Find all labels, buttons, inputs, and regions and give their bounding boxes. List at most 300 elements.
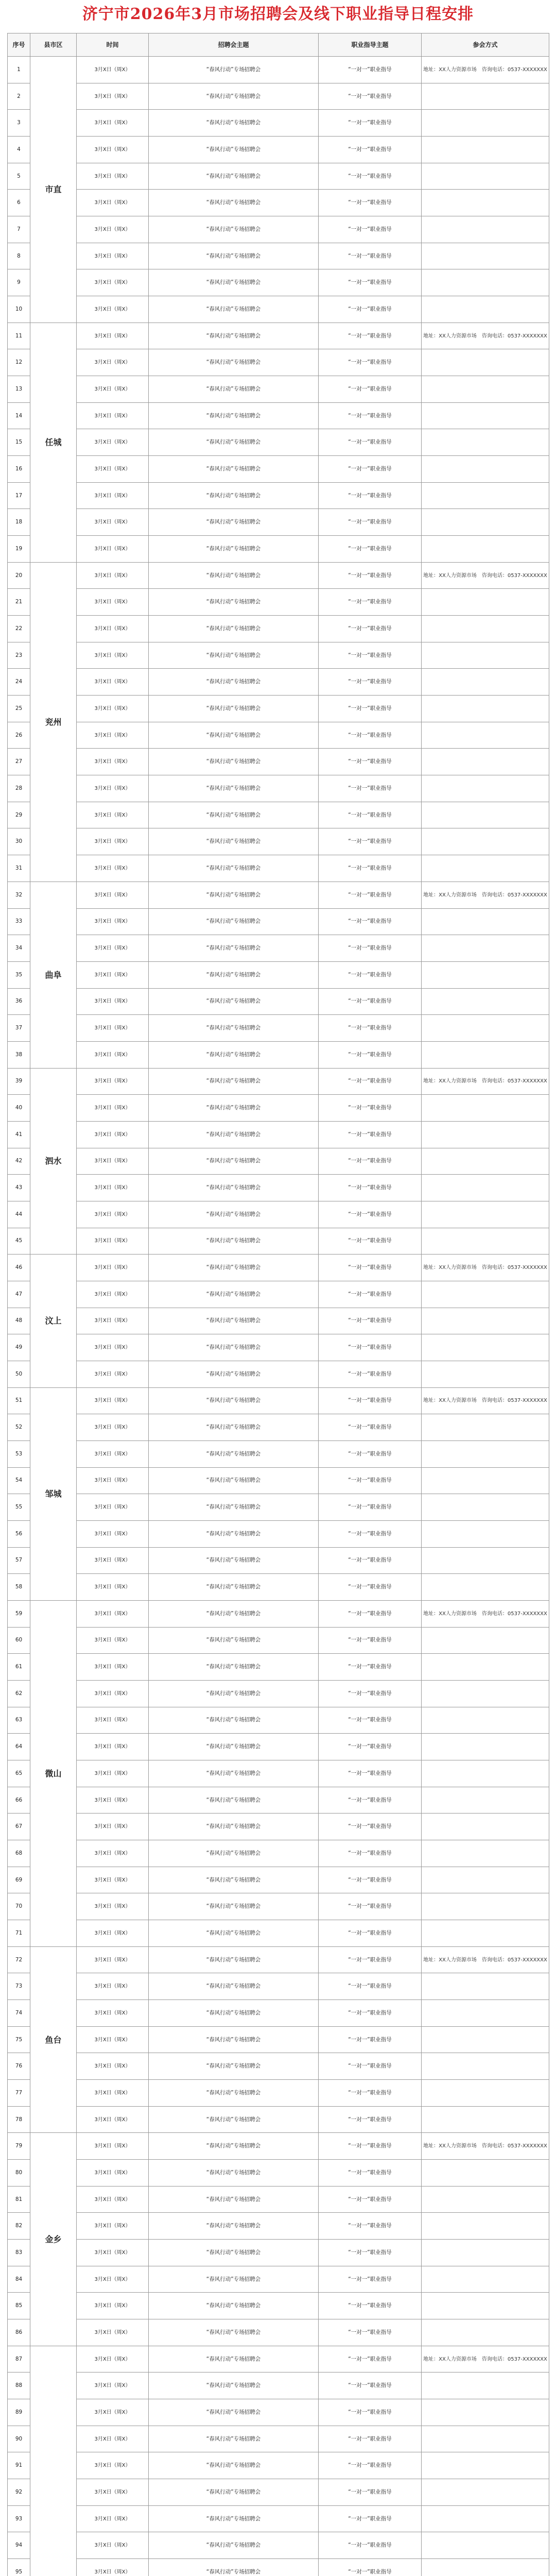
row-index: 79 xyxy=(8,2133,30,2160)
date-cell: 3月X日（周X） xyxy=(77,1228,149,1255)
date-cell: 3月X日（周X） xyxy=(77,1041,149,1068)
attendance-cell xyxy=(422,163,549,190)
guidance-theme-cell: “一对一”职业指导 xyxy=(319,323,422,349)
fair-theme-cell: “春风行动”专场招聘会 xyxy=(149,2452,319,2479)
attendance-cell xyxy=(422,1574,549,1601)
row-index: 44 xyxy=(8,1201,30,1228)
date-cell: 3月X日（周X） xyxy=(77,1255,149,1281)
date-cell: 3月X日（周X） xyxy=(77,696,149,722)
row-index: 68 xyxy=(8,1840,30,1867)
table-row xyxy=(8,1255,549,1281)
date-cell: 3月X日（周X） xyxy=(77,1494,149,1521)
table-row xyxy=(8,323,549,349)
guidance-theme-cell: “一对一”职业指导 xyxy=(319,1574,422,1601)
fair-theme-cell: “春风行动”专场招聘会 xyxy=(149,669,319,696)
guidance-theme-cell: “一对一”职业指导 xyxy=(319,1255,422,1281)
guidance-theme-cell: “一对一”职业指导 xyxy=(319,1308,422,1334)
fair-theme-cell: “春风行动”专场招聘会 xyxy=(149,137,319,163)
attendance-cell xyxy=(422,1467,549,1494)
guidance-theme-cell: “一对一”职业指导 xyxy=(319,190,422,216)
attendance-cell xyxy=(422,2000,549,2027)
row-index: 40 xyxy=(8,1095,30,1122)
date-cell: 3月X日（周X） xyxy=(77,828,149,855)
attendance-cell xyxy=(422,1814,549,1840)
row-index: 1 xyxy=(8,57,30,83)
date-cell: 3月X日（周X） xyxy=(77,1387,149,1414)
row-index: 90 xyxy=(8,2426,30,2452)
date-cell: 3月X日（周X） xyxy=(77,882,149,908)
attendance-cell xyxy=(422,2026,549,2053)
row-index: 60 xyxy=(8,1627,30,1654)
guidance-theme-cell: “一对一”职业指导 xyxy=(319,1387,422,1414)
guidance-theme-cell: “一对一”职业指导 xyxy=(319,1707,422,1734)
table-row xyxy=(8,1175,549,1201)
attendance-cell xyxy=(422,402,549,429)
fair-theme-cell: “春风行动”专场招聘会 xyxy=(149,216,319,243)
table-row xyxy=(8,2160,549,2187)
table-row xyxy=(8,1680,549,1707)
attendance-cell xyxy=(422,137,549,163)
attendance-cell xyxy=(422,722,549,749)
table-row xyxy=(8,57,549,83)
guidance-theme-cell: “一对一”职业指导 xyxy=(319,2559,422,2576)
guidance-theme-cell: “一对一”职业指导 xyxy=(319,882,422,908)
fair-theme-cell: “春风行动”专场招聘会 xyxy=(149,1627,319,1654)
attendance-cell xyxy=(422,749,549,775)
guidance-theme-cell: “一对一”职业指导 xyxy=(319,1015,422,1042)
date-cell: 3月X日（周X） xyxy=(77,482,149,509)
date-cell: 3月X日（周X） xyxy=(77,1787,149,1814)
date-cell: 3月X日（周X） xyxy=(77,2133,149,2160)
attendance-cell xyxy=(422,509,549,536)
fair-theme-cell: “春风行动”专场招聘会 xyxy=(149,1654,319,1681)
attendance-cell xyxy=(422,83,549,110)
fair-theme-cell: “春风行动”专场招聘会 xyxy=(149,2053,319,2080)
guidance-theme-cell: “一对一”职业指导 xyxy=(319,1361,422,1387)
row-index: 92 xyxy=(8,2479,30,2506)
row-index: 36 xyxy=(8,988,30,1015)
date-cell: 3月X日（周X） xyxy=(77,2346,149,2372)
row-index: 33 xyxy=(8,908,30,935)
table-row xyxy=(8,110,549,137)
guidance-theme-cell: “一对一”职业指导 xyxy=(319,1760,422,1787)
header-guidance-theme: 职业指导主题 xyxy=(319,33,422,57)
fair-theme-cell: “春风行动”专场招聘会 xyxy=(149,2160,319,2187)
attendance-cell xyxy=(422,1680,549,1707)
guidance-theme-cell: “一对一”职业指导 xyxy=(319,2452,422,2479)
fair-theme-cell: “春风行动”专场招聘会 xyxy=(149,2186,319,2213)
guidance-theme-cell: “一对一”职业指导 xyxy=(319,2266,422,2293)
row-index: 42 xyxy=(8,1148,30,1175)
attendance-cell xyxy=(422,1920,549,1947)
attendance-cell xyxy=(422,1654,549,1681)
table-row xyxy=(8,243,549,269)
fair-theme-cell: “春风行动”专场招聘会 xyxy=(149,1148,319,1175)
guidance-theme-cell: “一对一”职业指导 xyxy=(319,137,422,163)
guidance-theme-cell: “一对一”职业指导 xyxy=(319,2186,422,2213)
county-cell: 金乡 xyxy=(30,2133,77,2346)
attendance-cell xyxy=(422,855,549,882)
row-index: 56 xyxy=(8,1520,30,1547)
fair-theme-cell: “春风行动”专场招聘会 xyxy=(149,2000,319,2027)
table-row xyxy=(8,802,549,828)
guidance-theme-cell: “一对一”职业指导 xyxy=(319,296,422,323)
attendance-cell xyxy=(422,1308,549,1334)
table-row xyxy=(8,1068,549,1095)
date-cell: 3月X日（周X） xyxy=(77,402,149,429)
row-index: 62 xyxy=(8,1680,30,1707)
table-row xyxy=(8,1440,549,1467)
fair-theme-cell: “春风行动”专场招聘会 xyxy=(149,1973,319,2000)
row-index: 87 xyxy=(8,2346,30,2372)
guidance-theme-cell: “一对一”职业指导 xyxy=(319,536,422,563)
row-index: 8 xyxy=(8,243,30,269)
guidance-theme-cell: “一对一”职业指导 xyxy=(319,1920,422,1947)
date-cell: 3月X日（周X） xyxy=(77,1920,149,1947)
table-row xyxy=(8,2080,549,2107)
table-row xyxy=(8,269,549,296)
county-cell: 曲阜 xyxy=(30,882,77,1068)
table-row xyxy=(8,1840,549,1867)
row-index: 38 xyxy=(8,1041,30,1068)
fair-theme-cell: “春风行动”专场招聘会 xyxy=(149,456,319,483)
header-fair-theme: 招聘会主题 xyxy=(149,33,319,57)
fair-theme-cell: “春风行动”专场招聘会 xyxy=(149,509,319,536)
date-cell: 3月X日（周X） xyxy=(77,562,149,589)
guidance-theme-cell: “一对一”职业指导 xyxy=(319,1840,422,1867)
attendance-cell xyxy=(422,616,549,642)
fair-theme-cell: “春风行动”专场招聘会 xyxy=(149,1015,319,1042)
guidance-theme-cell: “一对一”职业指导 xyxy=(319,616,422,642)
attendance-cell xyxy=(422,2293,549,2319)
date-cell: 3月X日（周X） xyxy=(77,2479,149,2506)
attendance-cell xyxy=(422,296,549,323)
table-row xyxy=(8,2186,549,2213)
fair-theme-cell: “春风行动”专场招聘会 xyxy=(149,1734,319,1760)
table-row xyxy=(8,1946,549,1973)
guidance-theme-cell: “一对一”职业指导 xyxy=(319,482,422,509)
date-cell: 3月X日（周X） xyxy=(77,2026,149,2053)
table-row xyxy=(8,775,549,802)
guidance-theme-cell: “一对一”职业指导 xyxy=(319,2000,422,2027)
table-row xyxy=(8,2559,549,2576)
date-cell: 3月X日（周X） xyxy=(77,243,149,269)
table-row xyxy=(8,828,549,855)
guidance-theme-cell: “一对一”职业指导 xyxy=(319,1654,422,1681)
attendance-cell xyxy=(422,2106,549,2133)
attendance-cell xyxy=(422,269,549,296)
date-cell: 3月X日（周X） xyxy=(77,802,149,828)
fair-theme-cell: “春风行动”专场招聘会 xyxy=(149,1494,319,1521)
table-row xyxy=(8,1574,549,1601)
fair-theme-cell: “春风行动”专场招聘会 xyxy=(149,1760,319,1787)
date-cell: 3月X日（周X） xyxy=(77,1734,149,1760)
fair-theme-cell: “春风行动”专场招聘会 xyxy=(149,749,319,775)
attendance-cell xyxy=(422,349,549,376)
fair-theme-cell: “春风行动”专场招聘会 xyxy=(149,1680,319,1707)
guidance-theme-cell: “一对一”职业指导 xyxy=(319,908,422,935)
fair-theme-cell: “春风行动”专场招聘会 xyxy=(149,2240,319,2266)
date-cell: 3月X日（周X） xyxy=(77,1015,149,1042)
attendance-cell xyxy=(422,2053,549,2080)
date-cell: 3月X日（周X） xyxy=(77,1175,149,1201)
row-index: 37 xyxy=(8,1015,30,1042)
attendance-cell xyxy=(422,2213,549,2240)
row-index: 94 xyxy=(8,2532,30,2559)
guidance-theme-cell: “一对一”职业指导 xyxy=(319,2106,422,2133)
fair-theme-cell: “春风行动”专场招聘会 xyxy=(149,1175,319,1201)
row-index: 78 xyxy=(8,2106,30,2133)
date-cell: 3月X日（周X） xyxy=(77,642,149,669)
table-row xyxy=(8,1600,549,1627)
fair-theme-cell: “春风行动”专场招聘会 xyxy=(149,2319,319,2346)
date-cell: 3月X日（周X） xyxy=(77,775,149,802)
guidance-theme-cell: “一对一”职业指导 xyxy=(319,1095,422,1122)
row-index: 55 xyxy=(8,1494,30,1521)
table-row xyxy=(8,882,549,908)
fair-theme-cell: “春风行动”专场招聘会 xyxy=(149,775,319,802)
date-cell: 3月X日（周X） xyxy=(77,722,149,749)
fair-theme-cell: “春风行动”专场招聘会 xyxy=(149,110,319,137)
fair-theme-cell: “春风行动”专场招聘会 xyxy=(149,296,319,323)
date-cell: 3月X日（周X） xyxy=(77,2399,149,2426)
fair-theme-cell: “春风行动”专场招聘会 xyxy=(149,2133,319,2160)
attendance-cell xyxy=(422,429,549,456)
date-cell: 3月X日（周X） xyxy=(77,1467,149,1494)
date-cell: 3月X日（周X） xyxy=(77,749,149,775)
date-cell: 3月X日（周X） xyxy=(77,1281,149,1308)
row-index: 73 xyxy=(8,1973,30,2000)
table-row xyxy=(8,1334,549,1361)
attendance-cell xyxy=(422,669,549,696)
fair-theme-cell: “春风行动”专场招聘会 xyxy=(149,1946,319,1973)
table-row xyxy=(8,2293,549,2319)
row-index: 50 xyxy=(8,1361,30,1387)
fair-theme-cell: “春风行动”专场招聘会 xyxy=(149,2479,319,2506)
date-cell: 3月X日（周X） xyxy=(77,908,149,935)
guidance-theme-cell: “一对一”职业指导 xyxy=(319,1121,422,1148)
fair-theme-cell: “春风行动”专场招聘会 xyxy=(149,2026,319,2053)
row-index: 32 xyxy=(8,882,30,908)
table-row xyxy=(8,722,549,749)
fair-theme-cell: “春风行动”专场招聘会 xyxy=(149,616,319,642)
row-index: 82 xyxy=(8,2213,30,2240)
row-index: 14 xyxy=(8,402,30,429)
row-index: 47 xyxy=(8,1281,30,1308)
fair-theme-cell: “春风行动”专场招聘会 xyxy=(149,696,319,722)
fair-theme-cell: “春风行动”专场招聘会 xyxy=(149,882,319,908)
row-index: 61 xyxy=(8,1654,30,1681)
date-cell: 3月X日（周X） xyxy=(77,2106,149,2133)
table-row xyxy=(8,2452,549,2479)
date-cell: 3月X日（周X） xyxy=(77,2213,149,2240)
date-cell: 3月X日（周X） xyxy=(77,509,149,536)
row-index: 51 xyxy=(8,1387,30,1414)
guidance-theme-cell: “一对一”职业指导 xyxy=(319,669,422,696)
guidance-theme-cell: “一对一”职业指导 xyxy=(319,642,422,669)
date-cell: 3月X日（周X） xyxy=(77,1760,149,1787)
row-index: 86 xyxy=(8,2319,30,2346)
guidance-theme-cell: “一对一”职业指导 xyxy=(319,1734,422,1760)
row-index: 58 xyxy=(8,1574,30,1601)
guidance-theme-cell: “一对一”职业指导 xyxy=(319,1467,422,1494)
date-cell: 3月X日（周X） xyxy=(77,536,149,563)
fair-theme-cell: “春风行动”专场招聘会 xyxy=(149,1707,319,1734)
guidance-theme-cell: “一对一”职业指导 xyxy=(319,2026,422,2053)
fair-theme-cell: “春风行动”专场招聘会 xyxy=(149,163,319,190)
guidance-theme-cell: “一对一”职业指导 xyxy=(319,855,422,882)
guidance-theme-cell: “一对一”职业指导 xyxy=(319,110,422,137)
date-cell: 3月X日（周X） xyxy=(77,1308,149,1334)
fair-theme-cell: “春风行动”专场招聘会 xyxy=(149,828,319,855)
fair-theme-cell: “春风行动”专场招聘会 xyxy=(149,2346,319,2372)
attendance-cell xyxy=(422,110,549,137)
row-index: 22 xyxy=(8,616,30,642)
attendance-cell xyxy=(422,1760,549,1787)
attendance-cell xyxy=(422,1095,549,1122)
date-cell: 3月X日（周X） xyxy=(77,1520,149,1547)
table-row xyxy=(8,1654,549,1681)
row-index: 65 xyxy=(8,1760,30,1787)
row-index: 11 xyxy=(8,323,30,349)
fair-theme-cell: “春风行动”专场招聘会 xyxy=(149,1334,319,1361)
table-row xyxy=(8,2505,549,2532)
date-cell: 3月X日（周X） xyxy=(77,2266,149,2293)
attendance-cell xyxy=(422,1414,549,1441)
table-header-row xyxy=(8,33,549,57)
row-index: 26 xyxy=(8,722,30,749)
county-cell xyxy=(30,2346,77,2576)
row-index: 20 xyxy=(8,562,30,589)
guidance-theme-cell: “一对一”职业指导 xyxy=(319,696,422,722)
table-row xyxy=(8,1520,549,1547)
guidance-theme-cell: “一对一”职业指导 xyxy=(319,429,422,456)
date-cell: 3月X日（周X） xyxy=(77,2559,149,2576)
fair-theme-cell: “春风行动”专场招聘会 xyxy=(149,589,319,616)
table-row xyxy=(8,296,549,323)
guidance-theme-cell: “一对一”职业指导 xyxy=(319,1680,422,1707)
table-row xyxy=(8,1920,549,1947)
date-cell: 3月X日（周X） xyxy=(77,1973,149,2000)
table-row xyxy=(8,669,549,696)
row-index: 17 xyxy=(8,482,30,509)
guidance-theme-cell: “一对一”职业指导 xyxy=(319,83,422,110)
table-row xyxy=(8,1281,549,1308)
attendance-cell xyxy=(422,1175,549,1201)
row-index: 16 xyxy=(8,456,30,483)
table-row xyxy=(8,376,549,403)
guidance-theme-cell: “一对一”职业指导 xyxy=(319,1946,422,1973)
date-cell: 3月X日（周X） xyxy=(77,1946,149,1973)
guidance-theme-cell: “一对一”职业指导 xyxy=(319,1494,422,1521)
fair-theme-cell: “春风行动”专场招聘会 xyxy=(149,935,319,962)
row-index: 59 xyxy=(8,1600,30,1627)
guidance-theme-cell: “一对一”职业指导 xyxy=(319,1148,422,1175)
row-index: 24 xyxy=(8,669,30,696)
fair-theme-cell: “春风行动”专场招聘会 xyxy=(149,2080,319,2107)
attendance-cell xyxy=(422,190,549,216)
attendance-cell xyxy=(422,1228,549,1255)
attendance-cell xyxy=(422,1707,549,1734)
row-index: 31 xyxy=(8,855,30,882)
fair-theme-cell: “春风行动”专场招聘会 xyxy=(149,2106,319,2133)
table-row xyxy=(8,1121,549,1148)
fair-theme-cell: “春风行动”专场招聘会 xyxy=(149,1068,319,1095)
table-row xyxy=(8,1787,549,1814)
table-row xyxy=(8,349,549,376)
attendance-cell xyxy=(422,988,549,1015)
fair-theme-cell: “春风行动”专场招聘会 xyxy=(149,1201,319,1228)
date-cell: 3月X日（周X） xyxy=(77,1867,149,1893)
row-index: 29 xyxy=(8,802,30,828)
fair-theme-cell: “春风行动”专场招聘会 xyxy=(149,1867,319,1893)
attendance-cell xyxy=(422,1973,549,2000)
date-cell: 3月X日（周X） xyxy=(77,961,149,988)
fair-theme-cell: “春风行动”专场招聘会 xyxy=(149,1814,319,1840)
table-row xyxy=(8,1095,549,1122)
guidance-theme-cell: “一对一”职业指导 xyxy=(319,775,422,802)
table-row xyxy=(8,2000,549,2027)
table-row xyxy=(8,216,549,243)
attendance-cell: 地址：XX人力资源市场 咨询电话：0537-XXXXXXX xyxy=(422,882,549,908)
row-index: 88 xyxy=(8,2372,30,2399)
attendance-cell xyxy=(422,2372,549,2399)
date-cell: 3月X日（周X） xyxy=(77,1654,149,1681)
table-row xyxy=(8,456,549,483)
date-cell: 3月X日（周X） xyxy=(77,1547,149,1574)
row-index: 74 xyxy=(8,2000,30,2027)
row-index: 13 xyxy=(8,376,30,403)
fair-theme-cell: “春风行动”专场招聘会 xyxy=(149,2266,319,2293)
attendance-cell xyxy=(422,1148,549,1175)
date-cell: 3月X日（周X） xyxy=(77,1334,149,1361)
row-index: 64 xyxy=(8,1734,30,1760)
date-cell: 3月X日（周X） xyxy=(77,2319,149,2346)
row-index: 41 xyxy=(8,1121,30,1148)
attendance-cell xyxy=(422,2080,549,2107)
attendance-cell xyxy=(422,1893,549,1920)
guidance-theme-cell: “一对一”职业指导 xyxy=(319,2479,422,2506)
date-cell: 3月X日（周X） xyxy=(77,1440,149,1467)
fair-theme-cell: “春风行动”专场招聘会 xyxy=(149,57,319,83)
fair-theme-cell: “春风行动”专场招聘会 xyxy=(149,2426,319,2452)
table-row xyxy=(8,509,549,536)
table-row xyxy=(8,536,549,563)
fair-theme-cell: “春风行动”专场招聘会 xyxy=(149,2372,319,2399)
date-cell: 3月X日（周X） xyxy=(77,988,149,1015)
date-cell: 3月X日（周X） xyxy=(77,2186,149,2213)
date-cell: 3月X日（周X） xyxy=(77,2372,149,2399)
guidance-theme-cell: “一对一”职业指导 xyxy=(319,1867,422,1893)
guidance-theme-cell: “一对一”职业指导 xyxy=(319,1973,422,2000)
row-index: 25 xyxy=(8,696,30,722)
guidance-theme-cell: “一对一”职业指导 xyxy=(319,2293,422,2319)
table-row xyxy=(8,1707,549,1734)
table-row xyxy=(8,1467,549,1494)
fair-theme-cell: “春风行动”专场招聘会 xyxy=(149,855,319,882)
attendance-cell xyxy=(422,376,549,403)
table-row xyxy=(8,1547,549,1574)
table-row xyxy=(8,2240,549,2266)
fair-theme-cell: “春风行动”专场招聘会 xyxy=(149,1520,319,1547)
fair-theme-cell: “春风行动”专场招聘会 xyxy=(149,1440,319,1467)
guidance-theme-cell: “一对一”职业指导 xyxy=(319,1440,422,1467)
row-index: 15 xyxy=(8,429,30,456)
fair-theme-cell: “春风行动”专场招聘会 xyxy=(149,1893,319,1920)
attendance-cell: 地址：XX人力资源市场 咨询电话：0537-XXXXXXX xyxy=(422,1255,549,1281)
row-index: 23 xyxy=(8,642,30,669)
table-row xyxy=(8,1361,549,1387)
